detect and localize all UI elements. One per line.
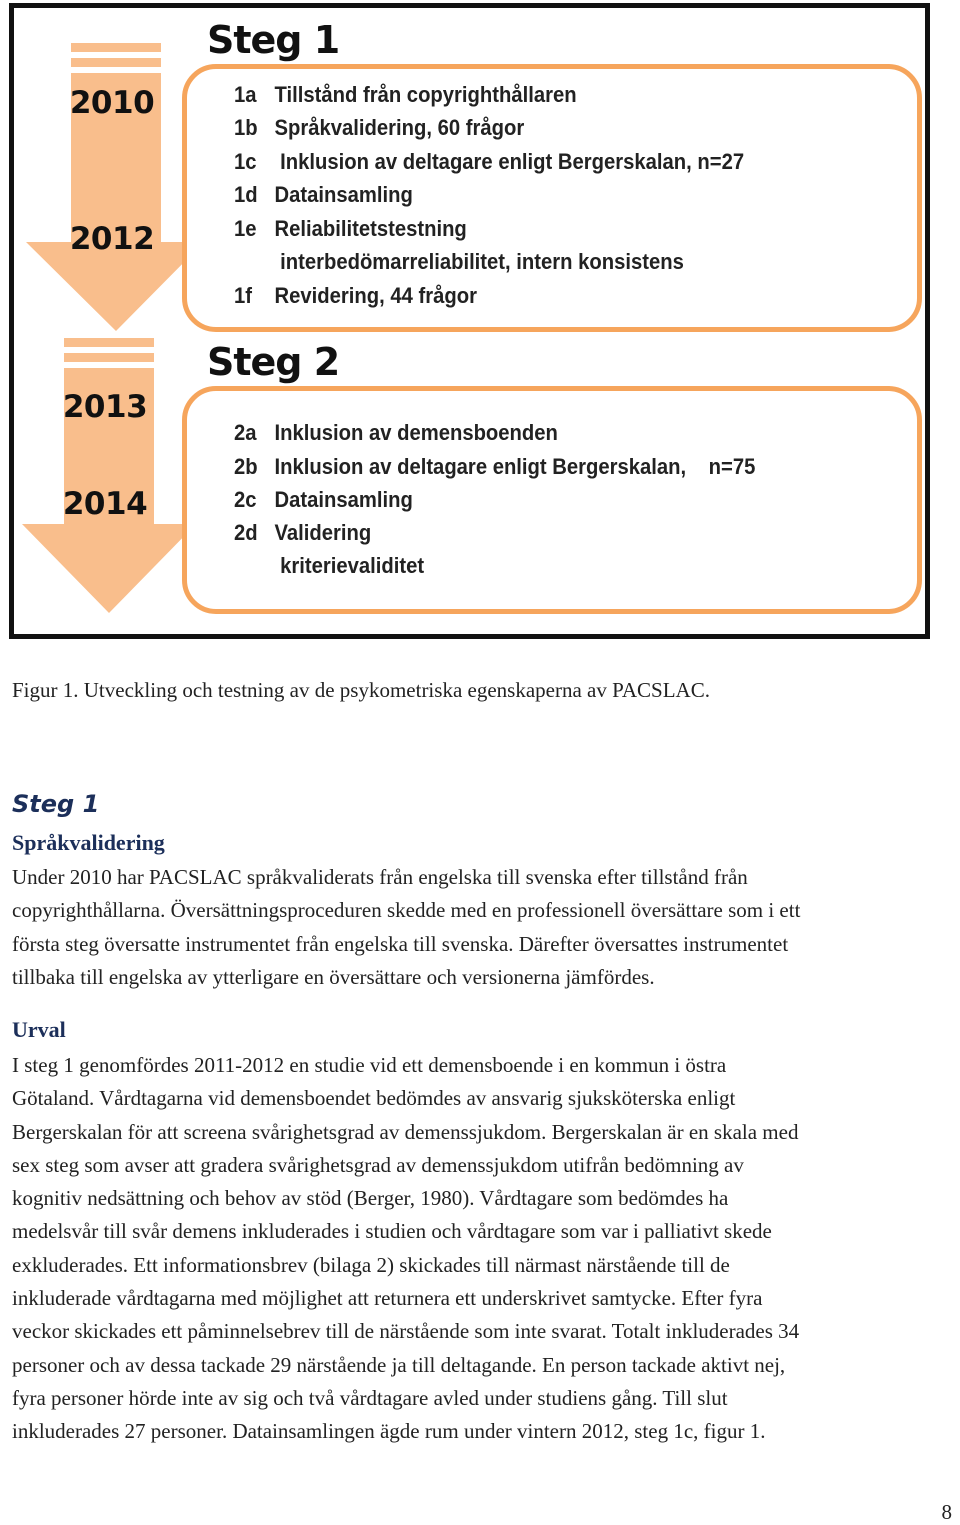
- subheading-sprakvalidering: Språkvalidering: [12, 830, 165, 855]
- item-text: Inklusion av demensboenden: [274, 420, 558, 445]
- step2-item: [234, 420, 558, 446]
- year-2012: 2012: [69, 221, 155, 257]
- step1-item: [234, 149, 744, 175]
- item-code: 2b: [234, 454, 258, 479]
- arrow2-band-mid: [64, 353, 154, 362]
- item-code: 1a: [234, 82, 257, 107]
- paragraph-line: copyrighthållarna. Översättningsproceduren skedde med en professionell översättare som i ett: [12, 898, 801, 923]
- step2-title: Steg 2: [207, 340, 340, 384]
- item-code: 1d: [234, 182, 258, 207]
- subheading-urval: Urval: [12, 1017, 66, 1042]
- step1-item: [234, 115, 524, 141]
- arrow1-band-mid: [71, 58, 161, 67]
- item-text: Datainsamling: [274, 487, 413, 512]
- arrow1-band-top: [71, 43, 161, 52]
- item-code: 1f: [234, 283, 252, 308]
- item-text: interbedömarreliabilitet, intern konsistens: [274, 249, 684, 274]
- item-text: Reliabilitetstestning: [274, 216, 467, 241]
- step2-item: [234, 487, 413, 513]
- paragraph-line: Götaland. Vårdtagarna vid demensboendet bedömdes av ansvarig sjuksköterska enligt: [12, 1086, 736, 1111]
- paragraph-line: tillbaka till engelska av ytterligare en översättare och versionerna jämfördes.: [12, 964, 655, 989]
- arrow2-band-top: [64, 338, 154, 347]
- paragraph-line: fyra personer hörde inte av sig och två vårdtagare avled under studiens gång. Till slut: [12, 1385, 728, 1410]
- item-text: Datainsamling: [274, 182, 413, 207]
- paragraph-line: sex steg som avser att gradera svårighetsgrad av demenssjukdom utifrån bedömning av: [12, 1152, 744, 1177]
- section-heading: Steg 1: [12, 790, 100, 818]
- step1-item: [234, 182, 413, 208]
- item-code: 2d: [234, 520, 258, 545]
- step2-item: [234, 454, 755, 480]
- step1-item: [234, 82, 577, 108]
- paragraph-line: inkluderade vårdtagarna med möjlighet att returnera ett underskrivet samtycke. Efter fyra: [12, 1286, 763, 1311]
- item-code: 1b: [234, 115, 258, 140]
- item-text: Språkvalidering, 60 frågor: [274, 115, 525, 140]
- year-2010: 2010: [69, 85, 155, 121]
- step2-item: [234, 520, 371, 546]
- item-code: 1c: [234, 149, 257, 174]
- item-code: 1e: [234, 216, 257, 241]
- item-text: Inklusion av deltagare enligt Bergerskalan, n=27: [274, 149, 745, 174]
- figure-caption: Figur 1. Utveckling och testning av de psykometriska egenskaperna av PACSLAC.: [12, 678, 710, 702]
- paragraph-line: I steg 1 genomfördes 2011-2012 en studie vid ett demensboende i en kommun i östra: [12, 1053, 727, 1077]
- step1-title: Steg 1: [207, 18, 340, 62]
- step1-item: [234, 249, 684, 275]
- step2-item: [234, 553, 424, 579]
- item-code: 2a: [234, 420, 257, 445]
- paragraph-line: kognitiv nedsättning och behov av stöd (Berger, 1980). Vårdtagare som bedömdes ha: [12, 1186, 729, 1211]
- paragraph-line: exkluderades. Ett informationsbrev (bilaga 2) skickades till närmast närstående till de: [12, 1252, 730, 1277]
- paragraph-line: medelsvår till svår demens inkluderades i studien och vårdtagare som var i palliativt skede: [12, 1219, 772, 1244]
- paragraph-line: veckor skickades ett påminnelsebrev till de närstående som inte svarat. Totalt inkluderades 34: [12, 1319, 800, 1344]
- paragraph-line: personer och av dessa tackade 29 närstående ja till deltagande. En person tackade aktivt nej,: [12, 1352, 786, 1377]
- year-2014: 2014: [62, 486, 148, 522]
- item-text: Tillstånd från copyrighthållaren: [274, 82, 577, 107]
- item-text: kriterievaliditet: [274, 553, 425, 578]
- step1-item: [234, 283, 477, 309]
- page-number: 8: [941, 1500, 952, 1524]
- paragraph-line: Bergerskalan för att screena svårighetsgrad av demenssjukdom. Bergerskalan är en skala med: [12, 1119, 799, 1144]
- item-text: Revidering, 44 frågor: [274, 283, 477, 308]
- year-2013: 2013: [62, 389, 148, 425]
- item-text: Validering: [274, 520, 372, 545]
- item-code: 2c: [234, 487, 257, 512]
- paragraph-sprakvalidering: [12, 861, 958, 994]
- paragraph-line: Under 2010 har PACSLAC språkvaliderats från engelska till svenska efter tillstånd från: [12, 865, 748, 889]
- item-text: Inklusion av deltagare enligt Bergerskalan, n=75: [274, 454, 756, 479]
- step1-item: [234, 216, 467, 242]
- paragraph-urval: [12, 1049, 958, 1449]
- process-figure: [9, 3, 930, 639]
- paragraph-line: inkluderades 27 personer. Datainsamlingen ägde rum under vintern 2012, steg 1c, figur 1.: [12, 1419, 766, 1444]
- paragraph-line: första steg översatte instrumentet från engelska till svenska. Därefter översattes instrumentet: [12, 931, 789, 956]
